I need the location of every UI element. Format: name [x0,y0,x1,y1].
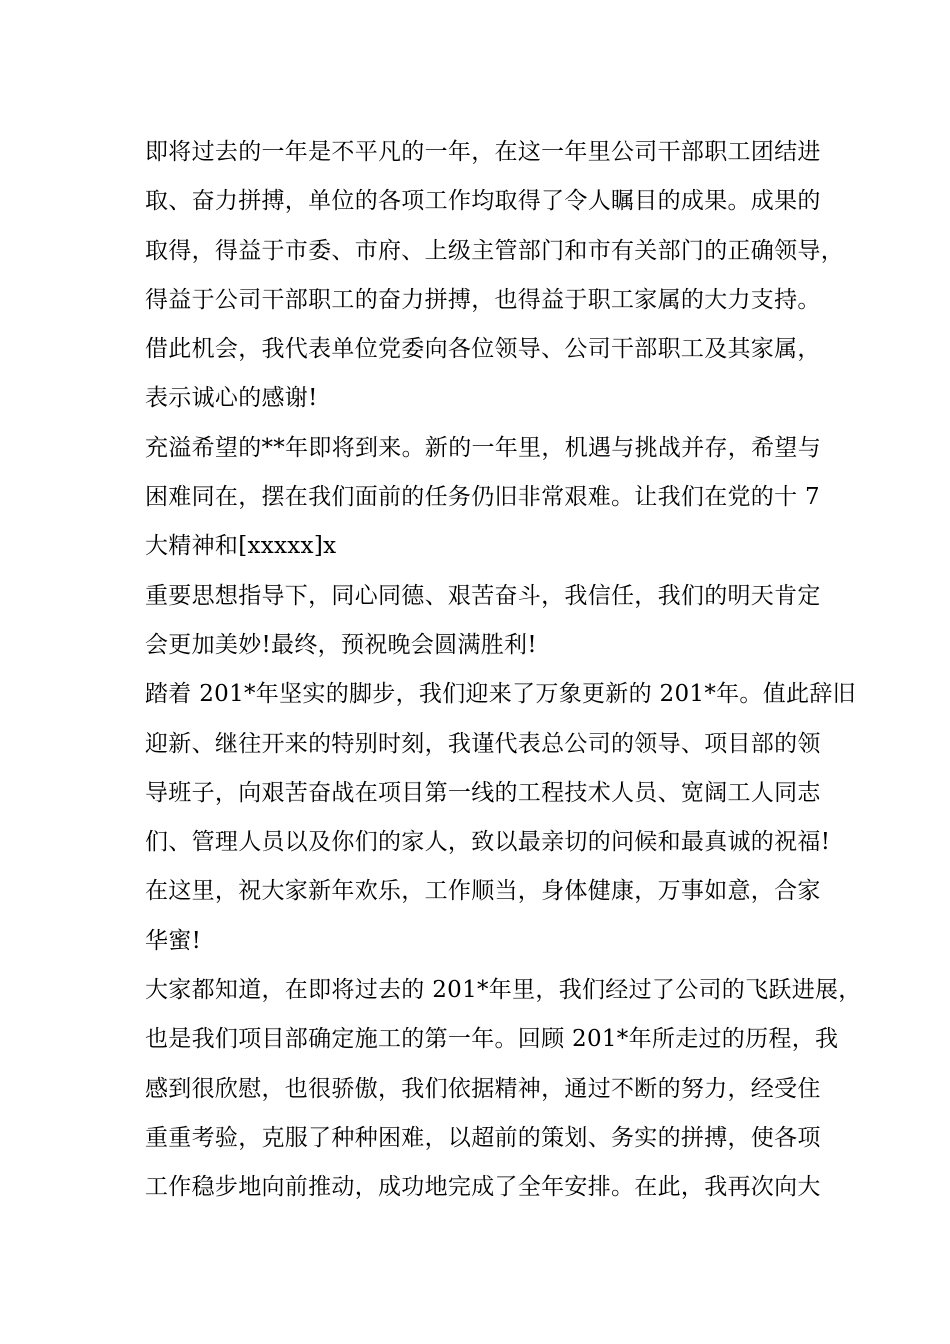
text-line: 迎新、继往开来的特别时刻，我谨代表总公司的领导、项目部的领 [145,730,821,757]
text-line: 大家都知道，在即将过去的 201*年里，我们经过了公司的飞跃进展， [145,977,862,1004]
text-line: 取得，得益于市委、市府、上级主管部门和市有关部门的正确领导， [145,237,844,264]
text-line: 华蜜! [145,927,202,954]
document-body [145,128,862,1213]
text-line: 得益于公司干部职工的奋力拼搏，也得益于职工家属的大力支持。 [145,286,821,313]
text-line: 在这里，祝大家新年欢乐，工作顺当，身体健康，万事如意，合家 [145,878,821,905]
text-line: 导班子，向艰苦奋战在项目第一线的工程技术人员、宽阔工人同志 [145,779,821,806]
text-line: 重要思想指导下，同心同德、艰苦奋斗，我信任，我们的明天肯定 [145,582,821,609]
text-line: 困难同在，摆在我们面前的任务仍旧非常艰难。让我们在党的十 7 [145,484,820,511]
text-line: 也是我们项目部确定施工的第一年。回顾 201*年所走过的历程，我 [145,1026,839,1053]
text-line: 借此机会，我代表单位党委向各位领导、公司干部职工及其家属， [145,336,821,363]
text-line: 大精神和[xxxxx]x [145,533,337,560]
text-line: 重重考验，克服了种种困难，以超前的策划、务实的拼搏，使各项 [145,1124,821,1151]
text-line: 踏着 201*年坚实的脚步，我们迎来了万象更新的 201*年。值此辞旧 [145,681,856,708]
text-line: 工作稳步地向前推动，成功地完成了全年安排。在此，我再次向大 [145,1174,821,1201]
text-line: 会更加美妙!最终，预祝晚会圆满胜利! [145,631,537,658]
text-line: 表示诚心的感谢! [145,385,318,412]
text-line: 取、奋力拼搏，单位的各项工作均取得了令人瞩目的成果。成果的 [145,188,821,215]
text-line: 们、管理人员以及你们的家人，致以最亲切的问候和最真诚的祝福! [145,829,831,856]
text-line: 感到很欣慰，也很骄傲，我们依据精神，通过不断的努力，经受住 [145,1075,821,1102]
text-line: 即将过去的一年是不平凡的一年，在这一年里公司干部职工团结进 [145,139,821,165]
text-line: 充溢希望的**年即将到来。新的一年里，机遇与挑战并存，希望与 [145,434,821,461]
